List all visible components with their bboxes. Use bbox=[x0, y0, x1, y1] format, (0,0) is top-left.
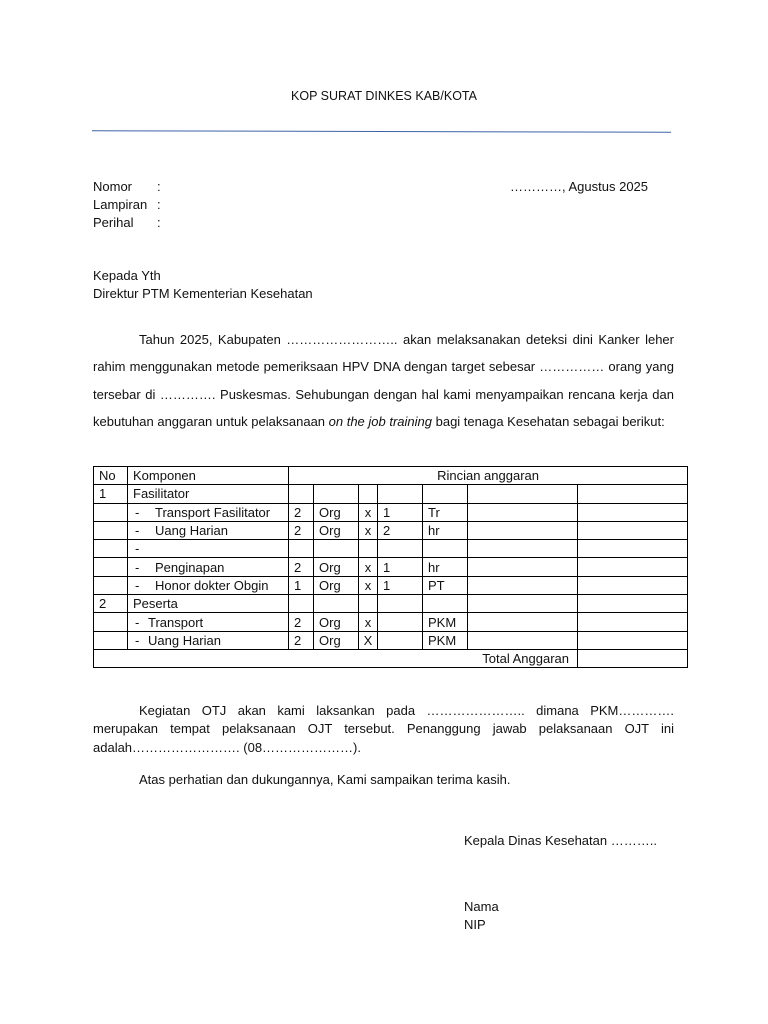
cell-unit2 bbox=[423, 485, 468, 503]
table-row bbox=[94, 503, 688, 521]
item-label: Uang Harian bbox=[148, 632, 221, 648]
table-row bbox=[94, 631, 688, 649]
cell-no bbox=[94, 631, 128, 649]
item-dash: - bbox=[135, 504, 140, 520]
perihal-label: Perihal bbox=[93, 215, 134, 230]
cell-price bbox=[468, 485, 578, 503]
cell-no bbox=[94, 558, 128, 576]
cell-amount bbox=[578, 613, 688, 631]
cell-komponen bbox=[128, 540, 289, 558]
cell-amount bbox=[578, 540, 688, 558]
cell-no bbox=[94, 521, 128, 539]
table-row bbox=[94, 485, 688, 503]
cell-price bbox=[468, 521, 578, 539]
otj-text: Kegiatan OTJ akan kami laksankan pada ………………….. dimana PKM…………. merupakan tempat pelaksanaan OJT tersebut. Penanggung jawab pelaksanaan OJT ini adalah……………………. (08…………………). bbox=[93, 703, 674, 755]
cell-amount bbox=[578, 503, 688, 521]
cell-amount bbox=[578, 631, 688, 649]
cell-amount bbox=[578, 595, 688, 613]
cell-komponen bbox=[128, 521, 289, 539]
cell-no bbox=[94, 576, 128, 594]
cell-amount bbox=[578, 576, 688, 594]
lampiran-label: Lampiran bbox=[93, 197, 148, 212]
cell-unit2 bbox=[423, 540, 468, 558]
cell-komponen bbox=[128, 613, 289, 631]
cell-komponen bbox=[128, 631, 289, 649]
table-row bbox=[94, 521, 688, 539]
item-label: Penginapan bbox=[155, 559, 225, 575]
cell-price bbox=[468, 613, 578, 631]
cell-no: 1 bbox=[94, 485, 128, 503]
cell-times: x bbox=[359, 521, 378, 539]
cell-qty2 bbox=[378, 540, 423, 558]
cell-no bbox=[94, 540, 128, 558]
cell-qty bbox=[289, 595, 314, 613]
header-rincian: Rincian anggaran bbox=[289, 467, 688, 485]
cell-unit: Org bbox=[314, 631, 359, 649]
cell-qty: 2 bbox=[289, 613, 314, 631]
cell-unit bbox=[314, 595, 359, 613]
intro-text-end: bagi tenaga Kesehatan sebagai berikut: bbox=[432, 413, 665, 429]
cell-qty bbox=[289, 540, 314, 558]
item-label: Fasilitator bbox=[133, 486, 190, 502]
item-label: Peserta bbox=[133, 596, 178, 612]
item-dash: - bbox=[135, 577, 140, 593]
cell-unit: Org bbox=[314, 558, 359, 576]
cell-times: x bbox=[359, 613, 378, 631]
cell-unit: Org bbox=[314, 576, 359, 594]
recipient-greeting: Kepada Yth bbox=[93, 268, 161, 283]
cell-no bbox=[94, 503, 128, 521]
cell-qty2 bbox=[378, 631, 423, 649]
cell-qty: 2 bbox=[289, 503, 314, 521]
cell-times: x bbox=[359, 503, 378, 521]
budget-table bbox=[93, 466, 688, 668]
cell-qty: 1 bbox=[289, 576, 314, 594]
item-dash: - bbox=[135, 632, 140, 648]
cell-komponen bbox=[128, 595, 289, 613]
item-dash: - bbox=[135, 541, 140, 557]
cell-times bbox=[359, 540, 378, 558]
intro-paragraph bbox=[93, 326, 674, 435]
cell-qty2: 1 bbox=[378, 503, 423, 521]
cell-qty2 bbox=[378, 485, 423, 503]
cell-unit: Org bbox=[314, 521, 359, 539]
cell-times bbox=[359, 485, 378, 503]
nomor-colon: : bbox=[157, 179, 161, 194]
cell-no: 2 bbox=[94, 595, 128, 613]
item-label: Uang Harian bbox=[155, 523, 228, 539]
signature-nip: NIP bbox=[464, 917, 486, 932]
cell-times: X bbox=[359, 631, 378, 649]
closing-text: Atas perhatian dan dukungannya, Kami sampaikan terima kasih. bbox=[139, 772, 511, 787]
letter-date: …………, Agustus 2025 bbox=[510, 179, 649, 194]
cell-unit2: PKM bbox=[423, 613, 468, 631]
cell-qty2 bbox=[378, 613, 423, 631]
item-label: Honor dokter Obgin bbox=[155, 577, 269, 593]
total-value bbox=[578, 649, 688, 667]
cell-qty2: 1 bbox=[378, 576, 423, 594]
cell-price bbox=[468, 503, 578, 521]
cell-unit bbox=[314, 540, 359, 558]
cell-qty2: 2 bbox=[378, 521, 423, 539]
cell-unit2: hr bbox=[423, 521, 468, 539]
cell-qty: 2 bbox=[289, 521, 314, 539]
letterhead-rule bbox=[92, 130, 671, 133]
cell-price bbox=[468, 631, 578, 649]
intro-text-start: Tahun 2025, Kabupaten …………………….. akan melaksanakan deteksi dini Kanker leher rahim menggunakan metode pemeriksaan HPV DNA dengan target sebesar …………… orang yang tersebar di …………. Puskesmas. Sehubungan dengan hal kami menyampaikan rencana kerja dan kebutuhan anggaran untuk pelaksanaan bbox=[93, 332, 674, 429]
intro-text-italic: on the job training bbox=[328, 413, 432, 429]
letterhead-title: KOP SURAT DINKES KAB/KOTA bbox=[291, 89, 477, 103]
table-row bbox=[94, 576, 688, 594]
item-dash: - bbox=[135, 614, 140, 630]
item-dash: - bbox=[135, 523, 140, 539]
table-row bbox=[94, 595, 688, 613]
cell-price bbox=[468, 576, 578, 594]
cell-komponen bbox=[128, 558, 289, 576]
cell-unit2: PKM bbox=[423, 631, 468, 649]
table-total-row bbox=[94, 649, 688, 667]
cell-times: x bbox=[359, 576, 378, 594]
header-komponen: Komponen bbox=[128, 467, 289, 485]
cell-price bbox=[468, 558, 578, 576]
cell-unit2 bbox=[423, 595, 468, 613]
item-dash: - bbox=[135, 559, 140, 575]
lampiran-colon: : bbox=[157, 197, 161, 212]
cell-unit: Org bbox=[314, 503, 359, 521]
total-label: Total Anggaran bbox=[94, 649, 578, 667]
recipient-name: Direktur PTM Kementerian Kesehatan bbox=[93, 286, 313, 301]
item-label: Transport bbox=[148, 614, 204, 630]
cell-qty: 2 bbox=[289, 558, 314, 576]
cell-no bbox=[94, 613, 128, 631]
cell-amount bbox=[578, 485, 688, 503]
cell-qty: 2 bbox=[289, 631, 314, 649]
cell-komponen bbox=[128, 485, 289, 503]
otj-paragraph bbox=[93, 702, 674, 757]
cell-komponen bbox=[128, 576, 289, 594]
signature-name: Nama bbox=[464, 899, 499, 914]
cell-unit bbox=[314, 485, 359, 503]
cell-unit2: PT bbox=[423, 576, 468, 594]
table-row bbox=[94, 540, 688, 558]
cell-qty bbox=[289, 485, 314, 503]
cell-amount bbox=[578, 521, 688, 539]
signature-title: Kepala Dinas Kesehatan ……….. bbox=[464, 833, 657, 848]
cell-qty2: 1 bbox=[378, 558, 423, 576]
cell-amount bbox=[578, 558, 688, 576]
perihal-colon: : bbox=[157, 215, 161, 230]
cell-unit2: Tr bbox=[423, 503, 468, 521]
nomor-label: Nomor bbox=[93, 179, 133, 194]
table-header-row bbox=[94, 467, 688, 485]
table-row bbox=[94, 613, 688, 631]
cell-unit2: hr bbox=[423, 558, 468, 576]
header-no: No bbox=[94, 467, 128, 485]
cell-times bbox=[359, 595, 378, 613]
item-label: Transport Fasilitator bbox=[155, 504, 271, 520]
cell-qty2 bbox=[378, 595, 423, 613]
cell-times: x bbox=[359, 558, 378, 576]
table-row bbox=[94, 558, 688, 576]
cell-unit: Org bbox=[314, 613, 359, 631]
cell-price bbox=[468, 595, 578, 613]
cell-komponen bbox=[128, 503, 289, 521]
cell-price bbox=[468, 540, 578, 558]
